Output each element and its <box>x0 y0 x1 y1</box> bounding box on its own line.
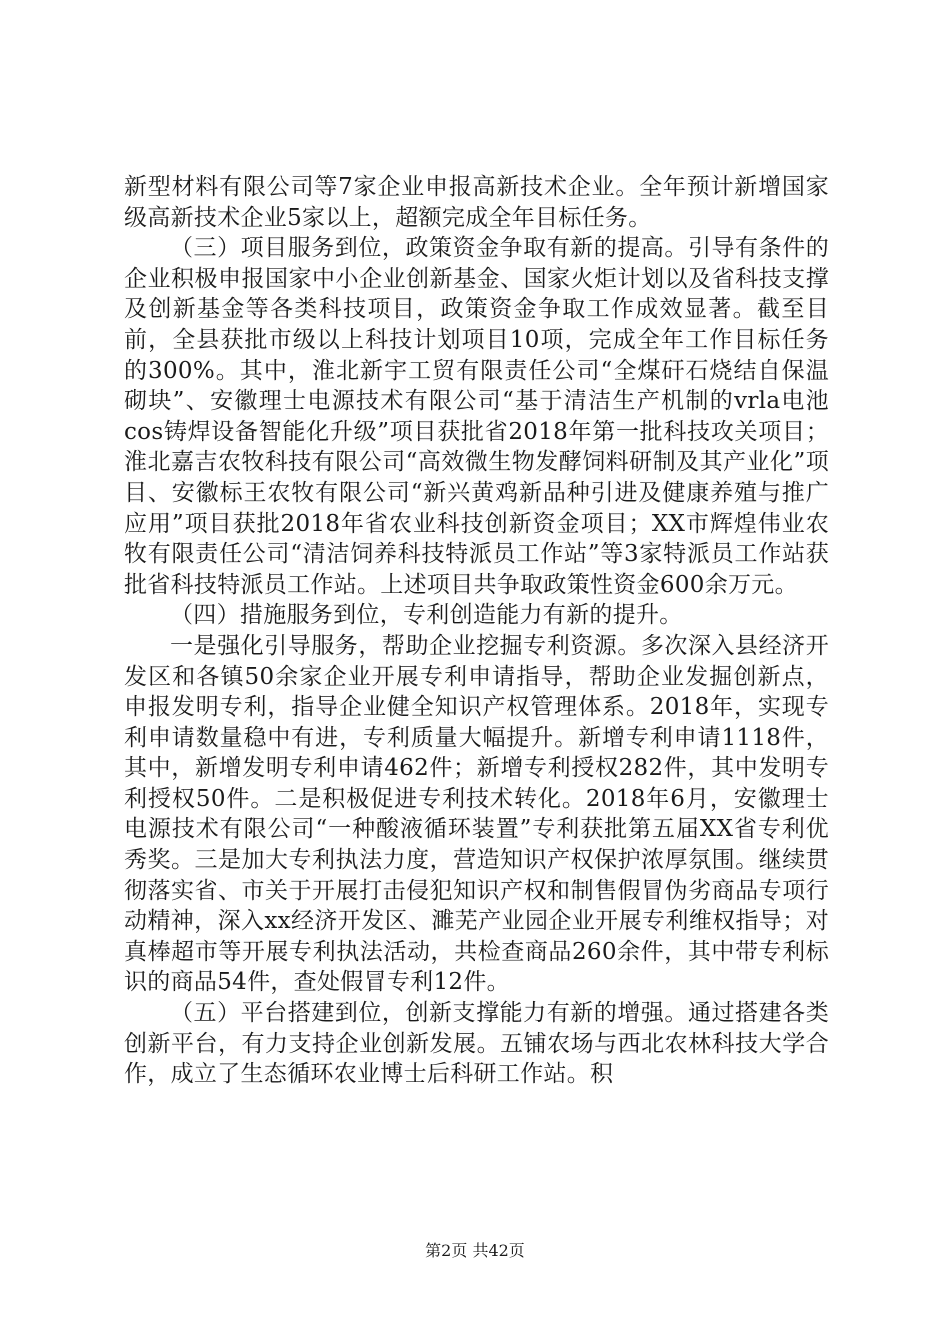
paragraph-5: （五）平台搭建到位，创新支撑能力有新的增强。通过搭建各类创新平台，有力支持企业创新发展。五铺农场与西北农林科技大学合作，成立了生态循环农业博士后科研工作站。积 <box>124 1000 829 1088</box>
paragraph-3: （四）措施服务到位，专利创造能力有新的提升。 <box>170 602 683 629</box>
page-footer: 第2页 共42页 <box>425 1241 525 1260</box>
body-text <box>124 172 829 1090</box>
paragraph-1: 新型材料有限公司等7家企业申报高新技术企业。全年预计新增国家级高新技术企业5家以上，超额完成全年目标任务。 <box>124 174 829 231</box>
paragraph-4: 一是强化引导服务，帮助企业挖掘专利资源。多次深入县经济开发区和各镇50余家企业开展专利申请指导，帮助企业发掘创新点，申报发明专利，指导企业健全知识产权管理体系。2018年，实现专利申请数量稳中有进，专利质量大幅提升。新增专利申请1118件，其中，新增发明专利申请462件；新增专利授权282件，其中发明专利授权50件。二是积极促进专利技术转化。2018年6月，安徽理士电源技术有限公司“一种酸液循环装置”专利获批第五届XX省专利优秀奖。三是加大专利执法力度，营造知识产权保护浓厚氛围。继续贯彻落实省、市关于开展打击侵犯知识产权和制售假冒伪劣商品专项行动精神，深入xx经济开发区、濉芜产业园企业开展专利维权指导；对真棒超市等开展专利执法活动，共检查商品260余件，其中带专利标识的商品54件，查处假冒专利12件。 <box>124 632 829 996</box>
paragraph-2: （三）项目服务到位，政策资金争取有新的提高。引导有条件的企业积极申报国家中小企业创新基金、国家火炬计划以及省科技支撑及创新基金等各类科技项目，政策资金争取工作成效显著。截至目前，全县获批市级以上科技计划项目10项，完成全年工作目标任务的300%。其中，淮北新宇工贸有限责任公司“全煤矸石烧结自保温砌块”、安徽理士电源技术有限公司“基于清洁生产机制的vrla电池cos铸焊设备智能化升级”项目获批省2018年第一批科技攻关项目；淮北嘉吉农牧科技有限公司“高效微生物发酵饲料研制及其产业化”项目、安徽标王农牧有限公司“新兴黄鸡新品种引进及健康养殖与推广应用”项目获批2018年省农业科技创新资金项目；XX市辉煌伟业农牧有限责任公司“清洁饲养科技特派员工作站”等3家特派员工作站获批省科技特派员工作站。上述项目共争取政策性资金600余万元。 <box>124 235 829 598</box>
